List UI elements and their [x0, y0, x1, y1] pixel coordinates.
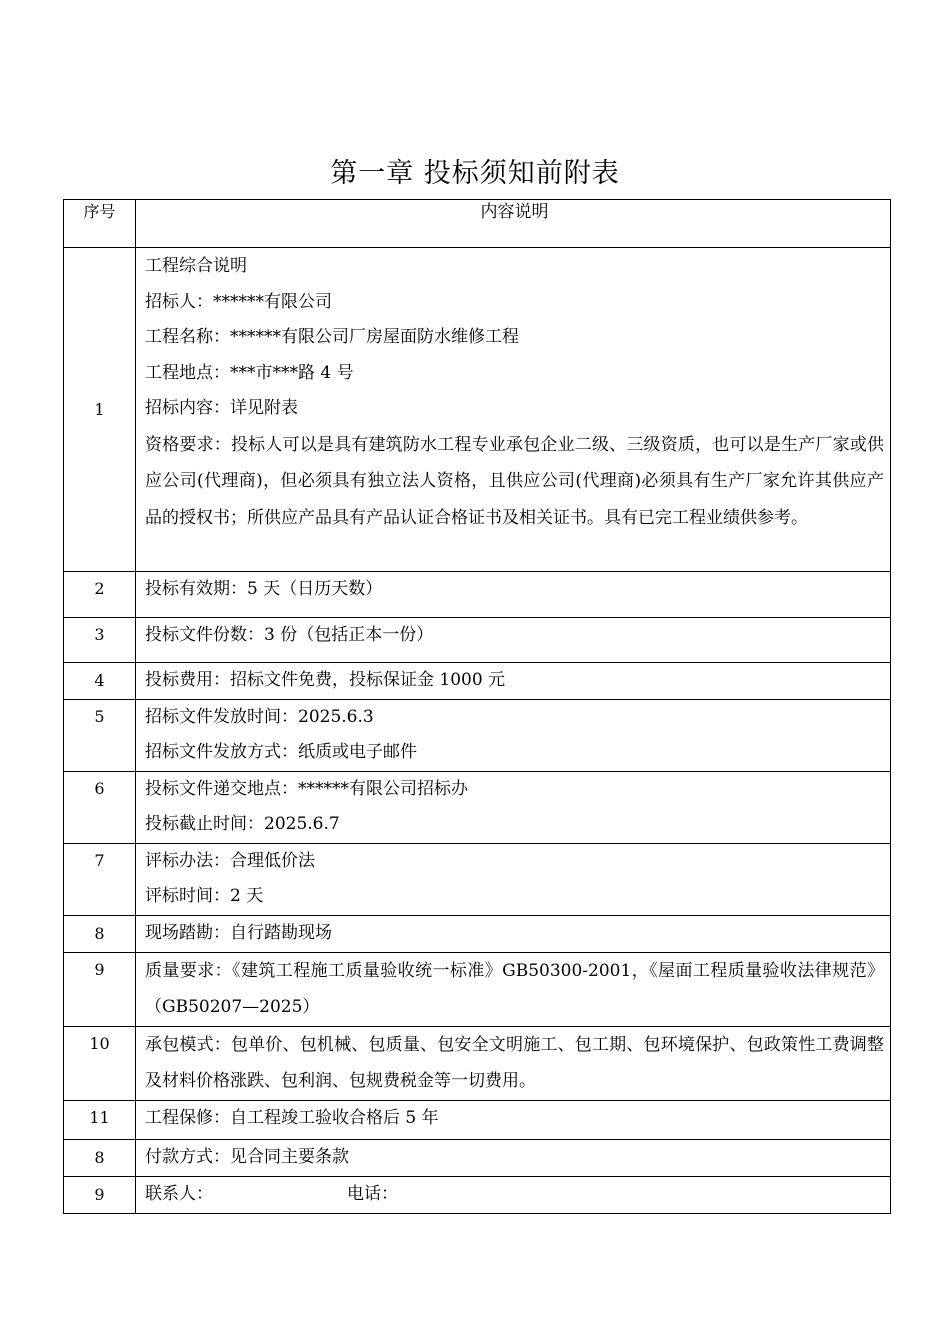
row-number: 4	[64, 663, 136, 700]
table-row	[64, 1100, 891, 1139]
row-number: 6	[64, 771, 136, 843]
row-number: 9	[64, 952, 136, 1026]
row-number: 5	[64, 699, 136, 771]
table-row	[64, 915, 891, 952]
table-row	[64, 248, 891, 572]
content-line: 投标截止时间：2025.6.7	[145, 814, 340, 834]
table-row	[64, 663, 891, 700]
row-content	[136, 771, 891, 843]
row-content	[136, 699, 891, 771]
content-line: 招标文件发放时间：2025.6.3	[145, 706, 374, 727]
row-number: 8	[64, 915, 136, 952]
table-header-row	[64, 200, 891, 248]
row-number: 9	[64, 1176, 136, 1213]
header-num-cell: 序号	[64, 200, 136, 248]
table-row	[64, 618, 891, 663]
row-number: 1	[64, 248, 136, 572]
table-row	[64, 699, 891, 771]
row-number: 2	[64, 572, 136, 618]
row-content	[136, 1139, 891, 1176]
table-row	[64, 952, 891, 1026]
row-content	[136, 663, 891, 700]
content-line: 投标文件递交地点：******有限公司招标办	[145, 778, 468, 799]
row-number: 10	[64, 1026, 136, 1100]
content-line: 工程地点：***市***路 4 号	[145, 362, 354, 383]
row-content	[136, 572, 891, 618]
header-content-cell: 内容说明	[136, 200, 891, 248]
content-line	[145, 1177, 884, 1213]
content-line: 招标文件发放方式：纸质或电子邮件	[145, 742, 417, 762]
content-line: 工程保修：自工程竣工验收合格后 5 年	[145, 1107, 439, 1128]
row-number: 3	[64, 618, 136, 663]
table-row	[64, 1176, 891, 1213]
row-number: 11	[64, 1100, 136, 1139]
row-content	[136, 1176, 891, 1213]
table-row	[64, 771, 891, 843]
contact-label: 联系人：	[145, 1183, 213, 1204]
qualification-paragraph: 资格要求：投标人可以是具有建筑防水工程专业承包企业二级、三级资质，也可以是生产厂家或供应公司(代理商)，但必须具有独立法人资格，且供应公司(代理商)必须具有生产厂家允许其供应产品的授权书；所供应产品具有产品认证合格证书及相关证书。具有已完工程业绩供参考。	[145, 434, 884, 528]
content-line: 评标时间：2 天	[145, 886, 264, 906]
row-number: 8	[64, 1139, 136, 1176]
contract-mode-paragraph: 承包模式：包单价、包机械、包质量、包安全文明施工、包工期、包环境保护、包政策性工费调整及材料价格涨跌、包利润、包规费税金等一切费用。	[145, 1034, 884, 1091]
content-line: 招标人：******有限公司	[145, 291, 332, 312]
content-line: 投标文件份数：3 份（包括正本一份）	[145, 625, 434, 645]
row-content	[136, 1100, 891, 1139]
table-row	[64, 572, 891, 618]
row-content	[136, 248, 891, 572]
quality-paragraph: 质量要求：《建筑工程施工质量验收统一标准》GB50300-2001，《屋面工程质量验收法律规范》（GB50207—2025）	[145, 960, 884, 1017]
content-line: 现场踏勘：自行踏勘现场	[145, 922, 332, 943]
phone-label: 电话：	[347, 1183, 398, 1204]
row-content	[136, 843, 891, 915]
row-content	[136, 1026, 891, 1100]
content-line: 工程名称：******有限公司厂房屋面防水维修工程	[145, 327, 519, 347]
bid-notice-table	[63, 199, 891, 1214]
content-line: 工程综合说明	[145, 256, 247, 276]
page-title: 第一章 投标须知前附表	[330, 158, 620, 189]
content-line: 招标内容：详见附表	[145, 398, 298, 418]
table-row	[64, 1026, 891, 1100]
table-row	[64, 843, 891, 915]
content-line: 评标办法：合理低价法	[145, 850, 315, 871]
content-line: 投标费用：招标文件免费，投标保证金 1000 元	[145, 670, 506, 690]
row-content	[136, 952, 891, 1026]
table-row	[64, 1139, 891, 1176]
content-line: 付款方式：见合同主要条款	[145, 1146, 349, 1167]
content-line: 投标有效期：5 天（日历天数）	[145, 579, 383, 599]
row-content	[136, 618, 891, 663]
row-content	[136, 915, 891, 952]
row-number: 7	[64, 843, 136, 915]
